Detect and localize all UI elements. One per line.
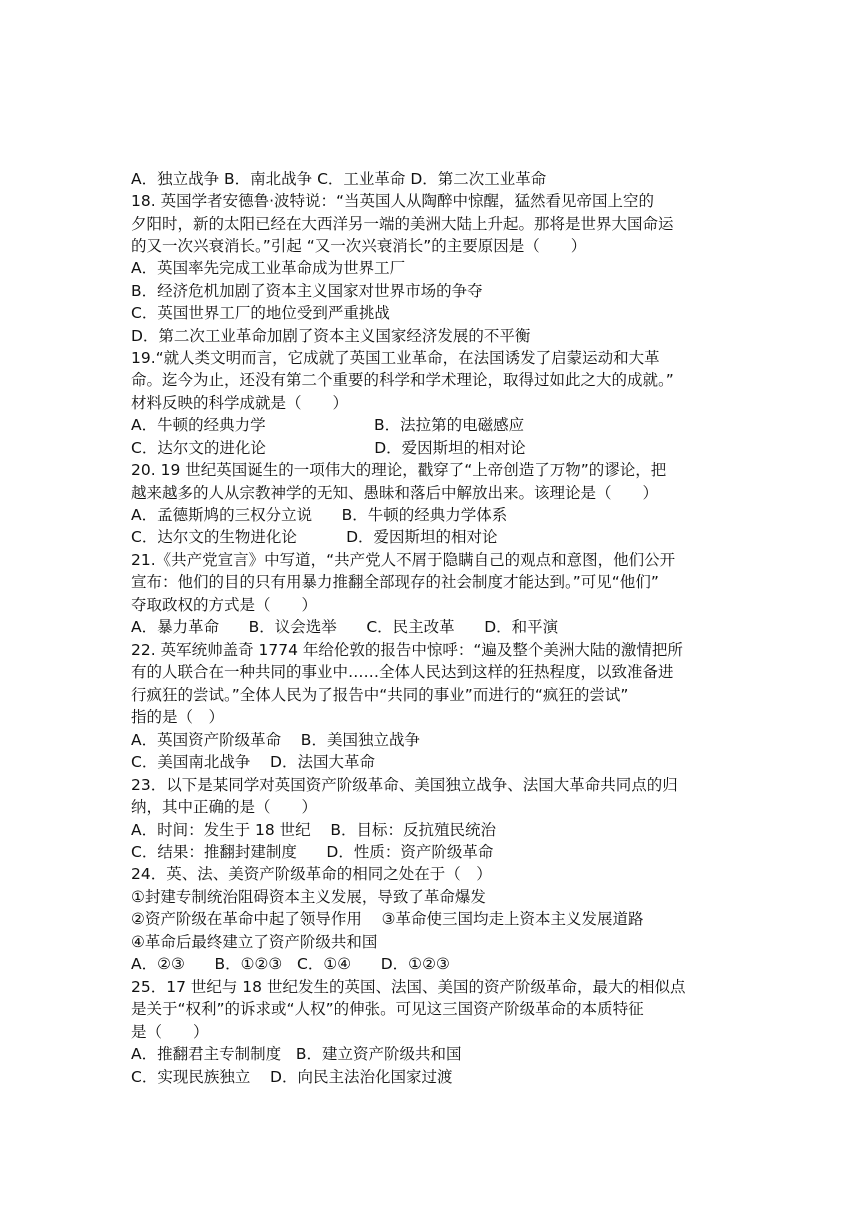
- q22-options-ab: A．英国资产阶级革命 B．美国独立战争: [131, 731, 420, 749]
- q23-options-ab: A．时间：发生于 18 世纪 B．目标：反抗殖民统治: [131, 821, 497, 839]
- q18-stem-line-3: 的又一次兴衰消长。”引起 “又一次兴衰消长”的主要原因是（ ）: [131, 237, 587, 255]
- q17-options: A．独立战争 B．南北战争 C．工业革命 D．第二次工业革命: [131, 170, 547, 188]
- q24-options: A．②③ B．①②③ C．①④ D．①②③: [131, 955, 450, 973]
- q23-stem-line-2: 纳，其中正确的是（ ）: [131, 798, 318, 816]
- q19-options-ab: A．牛顿的经典力学 B．法拉第的电磁感应: [131, 416, 525, 434]
- q19-options-cd: C．达尔文的进化论 D．爱因斯坦的相对论: [131, 439, 526, 457]
- q21-options: A．暴力革命 B．议会选举 C．民主改革 D．和平演: [131, 618, 559, 636]
- q18-option-b: B．经济危机加剧了资本主义国家对世界市场的争夺: [131, 282, 483, 300]
- q18-option-d: D．第二次工业革命加剧了资本主义国家经济发展的不平衡: [131, 327, 531, 345]
- q20-stem-line-1: 20. 19 世纪英国诞生的一项伟大的理论，戳穿了“上帝创造了万物”的谬论，把: [131, 461, 667, 479]
- q25-stem-line-2: 是关于“权利”的诉求或“人权”的伸张。可见这三国资产阶级革命的本质特征: [131, 1000, 644, 1018]
- q25-stem-line-1: 25．17 世纪与 18 世纪发生的英国、法国、美国的资产阶级革命，最大的相似点: [131, 978, 686, 996]
- q19-stem-line-1: 19.“就人类文明而言，它成就了英国工业革命，在法国诱发了启蒙运动和大革: [131, 349, 660, 367]
- q20-options-cd: C．达尔文的生物进化论 D．爱因斯坦的相对论: [131, 528, 498, 546]
- q24-statement-1: ①封建专制统治阻碍资本主义发展，导致了革命爆发: [131, 888, 486, 906]
- q22-stem-line-4: 指的是（ ）: [131, 708, 225, 726]
- q21-stem-line-2: 宣布：他们的目的只有用暴力推翻全部现存的社会制度才能达到。”可见“他们”: [131, 573, 659, 591]
- q24-stem: 24．英、法、美资产阶级革命的相同之处在于（ ）: [131, 865, 492, 883]
- q18-option-c: C．英国世界工厂的地位受到严重挑战: [131, 304, 390, 322]
- q20-options-ab: A．孟德斯鸠的三权分立说 B．牛顿的经典力学体系: [131, 506, 508, 524]
- q19-stem-line-3: 材料反映的科学成就是（ ）: [131, 394, 349, 412]
- q21-stem-line-3: 夺取政权的方式是（ ）: [131, 596, 318, 614]
- q22-stem-line-2: 有的人联合在一种共同的事业中……全体人民达到这样的狂热程度，以致准备进: [131, 663, 674, 681]
- q21-stem-line-1: 21.《共产党宣言》中写道，“共产党人不屑于隐瞒自己的观点和意图，他们公开: [131, 551, 676, 569]
- q25-stem-line-3: 是（ ）: [131, 1023, 209, 1041]
- q24-statement-4: ④革命后最终建立了资产阶级共和国: [131, 933, 378, 951]
- q20-stem-line-2: 越来越多的人从宗教神学的无知、愚昧和落后中解放出来。该理论是（ ）: [131, 484, 659, 502]
- q22-options-cd: C．美国南北战争 D．法国大革命: [131, 753, 375, 771]
- q19-stem-line-2: 命。迄今为止，还没有第二个重要的科学和学术理论，取得过如此之大的成就。”: [131, 371, 674, 389]
- q18-stem-line-1: 18. 英国学者安德鲁·波特说：“当英国人从陶醉中惊醒，猛然看见帝国上空的: [131, 192, 655, 210]
- q23-options-cd: C．结果：推翻封建制度 D．性质：资产阶级革命: [131, 843, 494, 861]
- q25-options-ab: A．推翻君主专制制度 B．建立资产阶级共和国: [131, 1045, 462, 1063]
- q24-statement-2-3: ②资产阶级在革命中起了领导作用 ③革命使三国均走上资本主义发展道路: [131, 910, 644, 928]
- q25-options-cd: C．实现民族独立 D．向民主法治化国家过渡: [131, 1068, 453, 1086]
- q23-stem-line-1: 23．以下是某同学对英国资产阶级革命、美国独立战争、法国大革命共同点的归: [131, 776, 678, 794]
- q22-stem-line-3: 行疯狂的尝试。”全体人民为了报告中“共同的事业”而进行的“疯狂的尝试”: [131, 686, 629, 704]
- q22-stem-line-1: 22. 英军统帅盖奇 1774 年给伦敦的报告中惊呼：“遍及整个美洲大陆的激情把所: [131, 641, 683, 659]
- q18-stem-line-2: 夕阳时，新的太阳已经在大西洋另一端的美洲大陆上升起。那将是世界大国命运: [131, 215, 674, 233]
- q18-option-a: A．英国率先完成工业革命成为世界工厂: [131, 259, 406, 277]
